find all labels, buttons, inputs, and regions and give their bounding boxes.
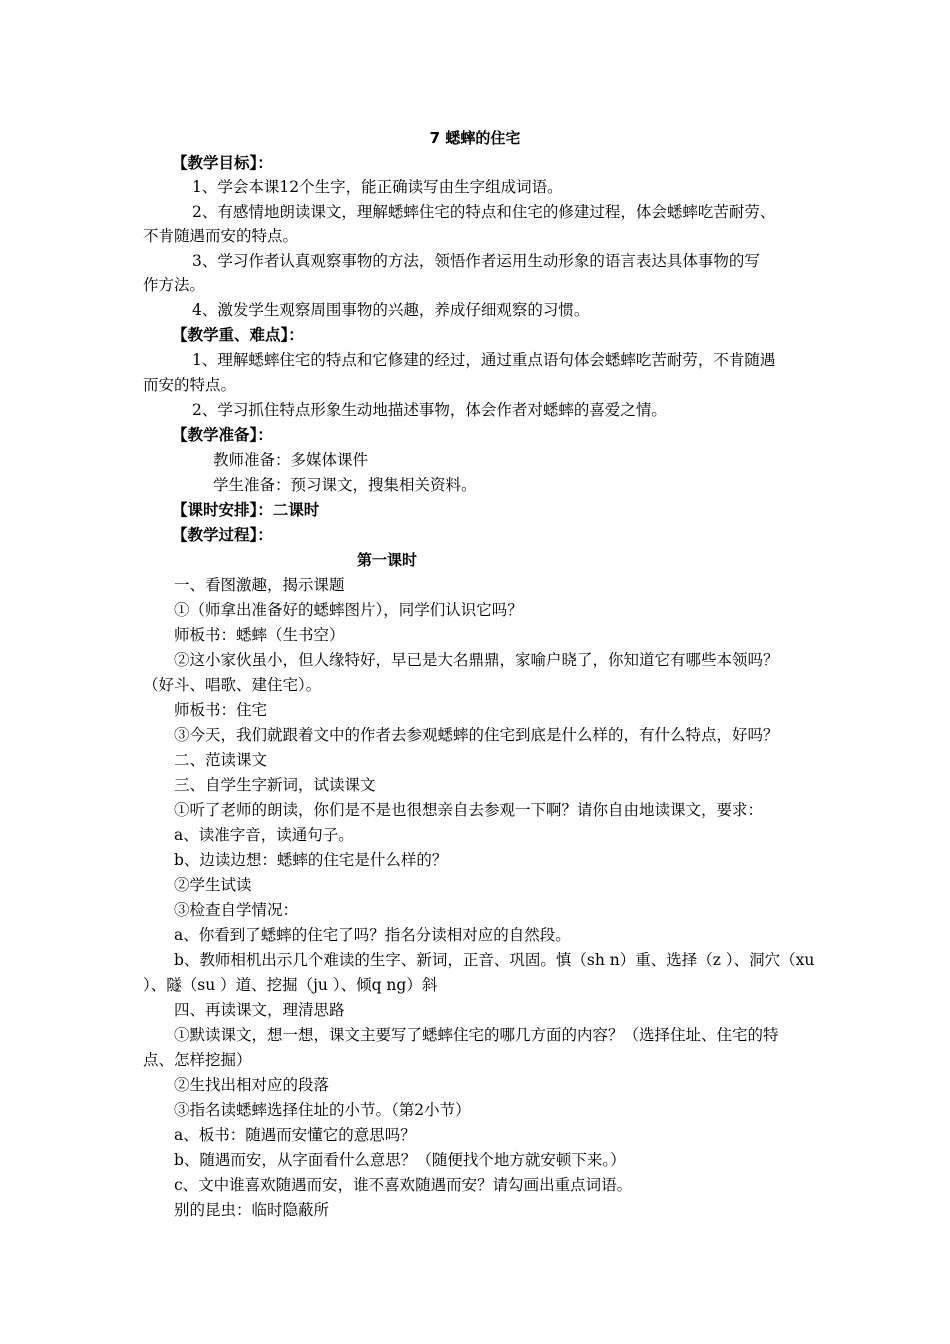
section-1-step-1: ①（师拿出准备好的蟋蟀图片），同学们认识它吗？ [174, 601, 523, 619]
goal-item-1: 1、学会本课12个生字，能正确读写由生字组成词语。 [192, 178, 563, 196]
section-1-step-2: 师板书：蟋蟀（生书空） [174, 626, 345, 644]
goal-item-4: 4、激发学生观察周围事物的兴趣，养成仔细观察的习惯。 [192, 301, 590, 319]
section-3-req-a: a、读准字音，读通句子。 [174, 826, 354, 844]
goal-item-3-cont: 作方法。 [143, 276, 206, 294]
section-4-step-1: ①默读课文，想一想，课文主要写了蟋蟀住宅的哪几方面的内容？（选择住址、住宅的特 [174, 1026, 779, 1044]
section-4-item-d: 别的昆虫：临时隐蔽所 [174, 1201, 330, 1219]
key-point-1: 1、理解蟋蟀住宅的特点和它修建的经过，通过重点语句体会蟋蟀吃苦耐劳，不肯随遇 [192, 351, 776, 369]
section-3-check-b: b、教师相机出示几个难读的生字、新词，正音、巩固。慎（sh n）重、选择（z ）、洞穴（xu [174, 951, 815, 969]
section-1-heading: 一、看图激趣，揭示课题 [174, 576, 345, 594]
goal-item-3: 3、学习作者认真观察事物的方法，领悟作者运用生动形象的语言表达具体事物的写 [192, 252, 760, 270]
section-4-step-2: ②生找出相对应的段落 [174, 1076, 330, 1094]
lesson-one-heading: 第一课时 [356, 551, 417, 569]
section-3-heading: 三、自学生字新词，试读课文 [174, 776, 376, 794]
goal-item-2-cont: 不肯随遇而安的特点。 [143, 227, 299, 245]
student-preparation: 学生准备：预习课文，搜集相关资料。 [213, 476, 477, 494]
section-3-step-1: ①听了老师的朗读，你们是不是也很想亲自去参观一下啊？请你自由地读课文，要求： [174, 801, 764, 819]
preparation-heading: 【教学准备】： [172, 426, 273, 444]
section-4-item-b: b、随遇而安，从字面看什么意思？（随便找个地方就安顿下来。） [174, 1151, 626, 1169]
key-point-1-cont: 而安的特点。 [143, 376, 237, 394]
page-title: 7 蟋蟀的住宅 [429, 129, 521, 147]
schedule-heading: 【课时安排】：二课时 [172, 501, 320, 519]
section-3-step-2: ②学生试读 [174, 876, 252, 894]
key-point-2: 2、学习抓住特点形象生动地描述事物，体会作者对蟋蟀的喜爱之情。 [192, 401, 667, 419]
section-1-step-3-cont: （好斗、唱歌、建住宅）。 [143, 676, 322, 694]
section-4-heading: 四、再读课文，理清思路 [174, 1001, 345, 1019]
process-heading: 【教学过程】： [172, 526, 273, 544]
section-3-req-b: b、边读边想：蟋蟀的住宅是什么样的？ [174, 851, 448, 869]
section-4-item-a: a、板书：随遇而安懂它的意思吗？ [174, 1126, 416, 1144]
section-4-item-c: c、文中谁喜欢随遇而安，谁不喜欢随遇而安？请勾画出重点词语。 [174, 1176, 633, 1194]
section-1-step-4: 师板书：住宅 [174, 701, 268, 719]
section-3-check-b-cont: ）、隧（su ）道、挖掘（ju ）、倾q ng）斜 [143, 976, 438, 994]
key-points-heading: 【教学重、难点】： [172, 326, 304, 344]
section-1-step-3: ②这小家伙虽小，但人缘特好，早已是大名鼎鼎，家喻户晓了，你知道它有哪些本领吗？ [174, 651, 779, 669]
goal-item-2: 2、有感情地朗读课文，理解蟋蟀住宅的特点和住宅的修建过程，体会蟋蟀吃苦耐劳、 [192, 203, 776, 221]
section-4-step-1-cont: 点、怎样挖掘） [143, 1051, 252, 1069]
goals-heading: 【教学目标】： [172, 154, 273, 172]
teacher-preparation: 教师准备：多媒体课件 [213, 451, 369, 469]
section-2-heading: 二、范读课文 [174, 751, 268, 769]
section-3-step-3: ③检查自学情况： [174, 901, 299, 919]
section-3-check-a: a、你看到了蟋蟀的住宅了吗？指名分读相对应的自然段。 [174, 926, 571, 944]
section-4-step-3: ③指名读蟋蟀选择住址的小节。（第2小节） [174, 1101, 471, 1119]
section-1-step-5: ③今天，我们就跟着文中的作者去参观蟋蟀的住宅到底是什么样的，有什么特点，好吗？ [174, 726, 779, 744]
